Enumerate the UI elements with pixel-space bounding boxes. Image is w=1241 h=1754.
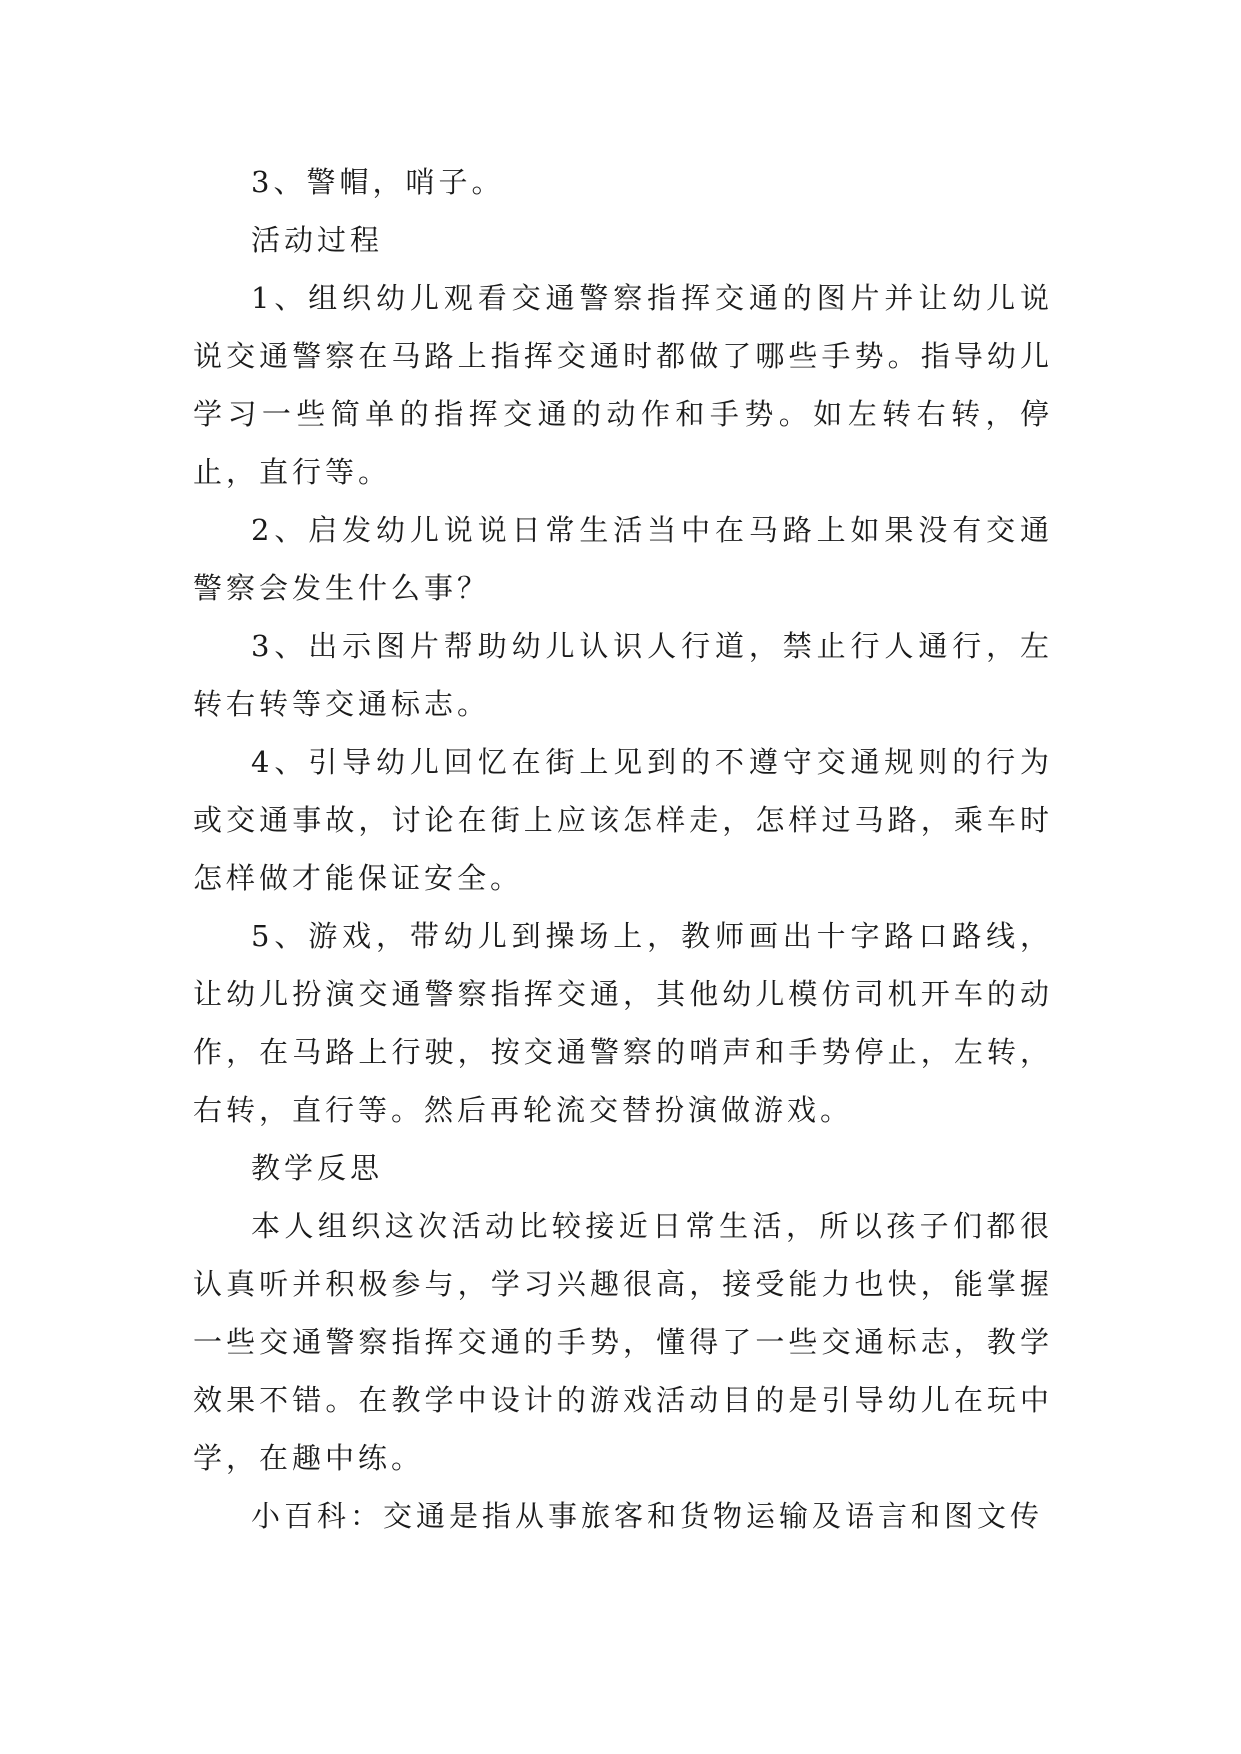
activity-step-5: 5、游戏，带幼儿到操场上，教师画出十字路口路线，让幼儿扮演交通警察指挥交通，其他幼儿模仿司机开车的动作，在马路上行驶，按交通警察的哨声和手势停止，左转，右转，直行等。然后再轮流交替扮演做游戏。 (193, 919, 1053, 1127)
activity-step-2: 2、启发幼儿说说日常生活当中在马路上如果没有交通警察会发生什么事？ (193, 513, 1053, 605)
activity-step-4: 4、引导幼儿回忆在街上见到的不遵守交通规则的行为或交通事故，讨论在街上应该怎样走，怎样过马路，乘车时怎样做才能保证安全。 (193, 745, 1053, 895)
document-body (193, 153, 1053, 1545)
activity-step-3: 3、出示图片帮助幼儿认识人行道，禁止行人通行，左转右转等交通标志。 (193, 629, 1053, 721)
encyclopedia-paragraph: 小百科：交通是指从事旅客和货物运输及语言和图文传 (251, 1499, 1044, 1533)
activity-step-1: 1、组织幼儿观看交通警察指挥交通的图片并让幼儿说说交通警察在马路上指挥交通时都做了哪些手势。指导幼儿学习一些简单的指挥交通的动作和手势。如左转右转，停止，直行等。 (193, 281, 1053, 489)
section-heading-teaching-reflection: 教学反思 (251, 1151, 384, 1185)
reflection-paragraph: 本人组织这次活动比较接近日常生活，所以孩子们都很认真听并积极参与，学习兴趣很高，接受能力也快，能掌握一些交通警察指挥交通的手势，懂得了一些交通标志，教学效果不错。在教学中设计的游戏活动目的是引导幼儿在玩中学，在趣中练。 (193, 1209, 1053, 1475)
section-heading-activity-process: 活动过程 (251, 223, 384, 257)
material-item-3: 3、警帽，哨子。 (251, 165, 505, 199)
